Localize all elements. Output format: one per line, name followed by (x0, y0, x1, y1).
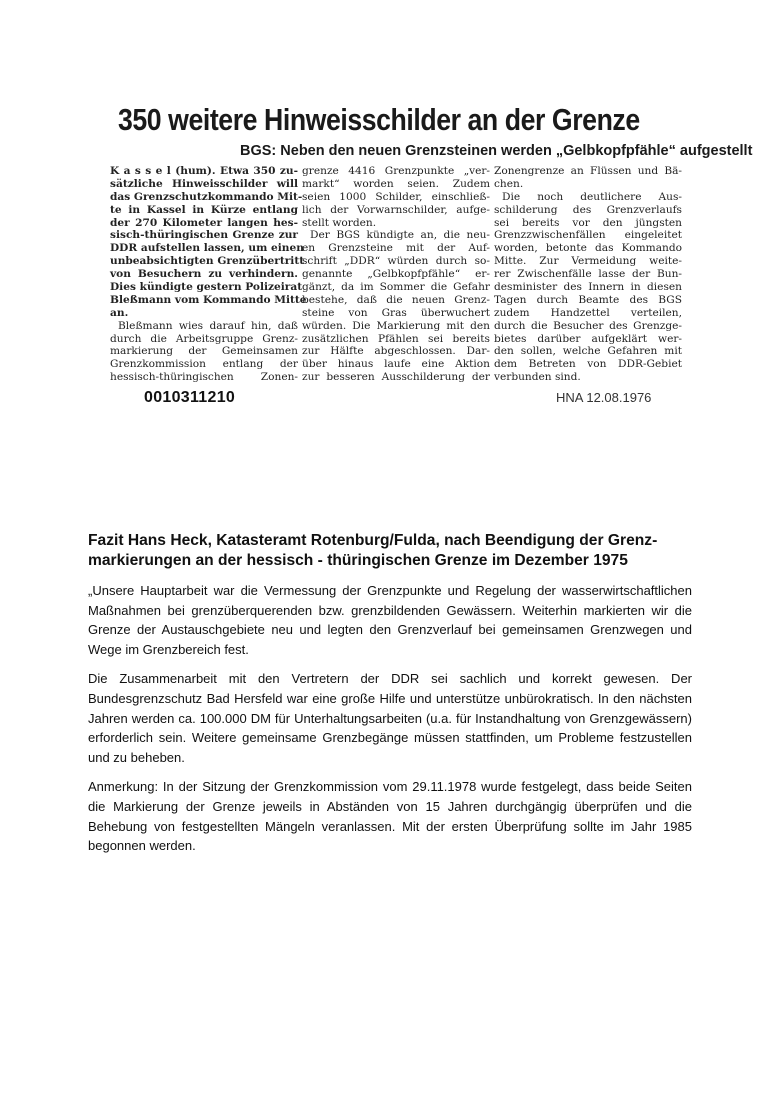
article-line: en Grenzsteine mit der Auf- (302, 242, 490, 255)
article-line: durch die Besucher des Grenzge- (494, 319, 682, 332)
article-line: worden, betonte das Kommando (494, 242, 682, 255)
article-line: desminister des Innern in diesen (494, 281, 682, 294)
article-line: grenze 4416 Grenzpunkte „ver- (302, 165, 490, 177)
article-line: K a s s e l (hum). Etwa 350 zu- (110, 165, 298, 177)
article-column-1 (110, 165, 307, 384)
article-line: der 270 Kilometer langen hes- (110, 216, 298, 229)
article-line: sei bereits vor den jüngsten (494, 216, 682, 229)
article-line: verbunden sind. (494, 371, 581, 384)
article-line: Zonengrenze an Flüssen und Bä- (494, 165, 682, 177)
article-line: an. (110, 306, 129, 319)
article-line: rer Zwischenfälle lasse der Bun- (494, 268, 682, 281)
article-line: markierung der Gemeinsamen (110, 345, 298, 358)
article-line: hessisch-thüringischen Zonen- (110, 371, 298, 384)
article-line: zur besseren Ausschilderung der (302, 371, 490, 384)
article-line: schrift „DDR“ würden durch so- (302, 255, 490, 268)
article-line: Grenzkommission entlang der (110, 358, 298, 371)
article-line: zusätzlichen Pfählen sei bereits (302, 332, 490, 345)
article-line: steine von Gras überwuchert (302, 306, 490, 319)
article-line: unbeabsichtigten Grenzübertritt (110, 255, 305, 268)
article-line: genannte „Gelbkopfpfähle“ er- (302, 268, 490, 281)
article-line: das Grenzschutzkommando Mit- (110, 190, 303, 203)
article-line: Der BGS kündigte an, die neu- (310, 229, 490, 242)
article-line: bestehe, daß die neuen Grenz- (302, 293, 490, 306)
summary-heading: Fazit Hans Heck, Katasteramt Rotenburg/Fulda, nach Beendigung der Grenz-markierungen an der hessisch - thüringischen Grenze im Dezember 1975 (88, 532, 658, 569)
article-subheadline: BGS: Neben den neuen Grenzsteinen werden „Gelbkopfpfähle“ aufgestellt (240, 143, 753, 159)
article-line: bietes darüber aufgeklärt wer- (494, 332, 682, 345)
article-line: schilderung des Grenzverlaufs (494, 203, 682, 216)
article-line: te in Kassel in Kürze entlang (110, 203, 298, 216)
article-line: würden. Die Markierung mit den (302, 319, 490, 332)
archive-code: 0010311210 (144, 389, 236, 406)
article-line: sätzliche Hinweisschilder will (110, 177, 298, 190)
article-line: gänzt, da im Sommer die Gefahr (302, 281, 490, 294)
article-line: Grenzzwischenfällen eingeleitet (494, 229, 682, 242)
article-line: DDR aufstellen lassen, um einen (110, 242, 304, 255)
article-line: Mitte. Zur Vermeidung weite- (494, 255, 682, 268)
article-line: zudem Handzettel verteilen, (494, 306, 682, 319)
article-line: Bleßmann vom Kommando Mitte (110, 293, 307, 306)
article-line: durch die Arbeitsgruppe Grenz- (110, 332, 298, 345)
summary-paragraph-3: Anmerkung: In der Sitzung der Grenzkommission vom 29.11.1978 wurde festgelegt, dass beide Seiten die Markierung der Grenze jeweils in Abständen von 15 Jahren durchgängig überprüfen und die Behebung von festgestellten Mängeln veranlassen. Mit der ersten Überprüfung sollte im Jahr 1985 begonnen werden. (88, 779, 692, 854)
article-column-2 (302, 165, 490, 384)
summary-section (88, 531, 692, 866)
article-line: von Besuchern zu verhindern. (110, 268, 298, 281)
newspaper-clipping (104, 92, 753, 410)
summary-paragraph-2: Die Zusammenarbeit mit den Vertretern der DDR sei sachlich und korrekt gewesen. Der Bundesgrenzschutz Bad Hersfeld war eine große Hilfe und unterstütze unbürokratisch. In den nächsten Jahren werden ca. 100.000 DM für Unterhaltungsarbeiten (u.a. für Instandhaltung von Grenzgewässern) erforderlich sein. Weitere gemeinsame Grenzbegänge müssen stattfinden, um Probleme festzustellen und zu beheben. (88, 671, 692, 765)
article-line: Dies kündigte gestern Polizeirat (110, 281, 303, 294)
article-line: dem Betreten von DDR-Gebiet (494, 358, 682, 371)
summary-paragraph-1: „Unsere Hauptarbeit war die Vermessung der Grenzpunkte und Regelung der wasserwirtschaftlichen Maßnahmen bei grenzüberquerenden bzw. grenzbildenden Gewässern. Weiterhin markierten wir die Grenze der Austauschgebiete neu und legten den Grenzverlauf bei gemeinsamen Grenzwegen und Wege im Grenzbereich fest. (88, 583, 692, 657)
article-line: zur Hälfte abgeschlossen. Dar- (302, 345, 490, 358)
article-line: markt“ worden seien. Zudem (302, 177, 490, 190)
article-line: stellt worden. (302, 216, 377, 229)
article-line: sisch-thüringischen Grenze zur (110, 229, 298, 242)
article-line: Die noch deutlichere Aus- (502, 190, 682, 203)
article-column-3 (494, 165, 682, 384)
article-headline: 350 weitere Hinweisschilder an der Grenze (118, 102, 640, 137)
article-source: HNA 12.08.1976 (556, 390, 652, 405)
article-line: Tagen durch Beamte des BGS (494, 293, 682, 306)
article-line: den sollen, welche Gefahren mit (494, 345, 682, 358)
article-line: chen. (494, 177, 524, 190)
article-line: lich der Vorwarnschilder, aufge- (302, 203, 490, 216)
article-line: seien 1000 Schilder, einschließ- (302, 190, 490, 203)
article-line: Bleßmann wies darauf hin, daß (118, 319, 298, 332)
article-line: über hinaus laufe eine Aktion (302, 358, 490, 371)
